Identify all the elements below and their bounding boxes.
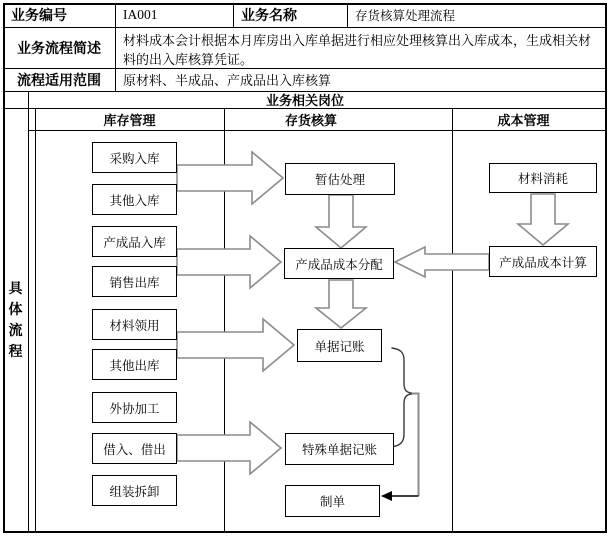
node-other-out: 其他出库 [92, 349, 177, 380]
lane-header-cost: 成本管理 [497, 113, 550, 129]
summary-label: 业务流程简述 [17, 40, 101, 57]
block-arrow-cost-calc-left [395, 247, 489, 277]
lane-header-inventory: 库存管理 [103, 113, 156, 129]
block-arrow-borrow-to-special-booking [177, 422, 281, 474]
block-arrow-inbound-to-provisional [177, 152, 283, 204]
node-special-booking: 特殊单据记账 [285, 433, 394, 465]
block-arrow-provisional-down [316, 195, 366, 248]
positions-header: 业务相关岗位 [265, 94, 344, 109]
brace-booking-group [392, 348, 414, 447]
process-column-label: 具体流程 [8, 280, 23, 360]
arrowhead-into-voucher [381, 491, 392, 501]
node-voucher: 制单 [285, 485, 380, 517]
block-arrow-cost-alloc-down [316, 280, 366, 328]
block-arrow-finished-to-cost-alloc [177, 236, 281, 288]
node-sales-out: 销售出库 [92, 266, 177, 297]
block-arrow-consume-down [518, 194, 568, 245]
business-no-label: 业务编号 [11, 8, 67, 24]
node-material-consume: 材料消耗 [489, 163, 597, 193]
node-borrow: 借入、借出 [92, 433, 177, 464]
node-finished-in: 产成品入库 [92, 226, 177, 257]
node-doc-booking: 单据记账 [297, 329, 382, 362]
node-cost-alloc: 产成品成本分配 [284, 248, 394, 279]
node-other-in: 其他入库 [92, 184, 177, 215]
business-name-label: 业务名称 [241, 8, 297, 24]
node-cost-calc: 产成品成本计算 [489, 246, 597, 277]
scope-value: 原材料、半成品、产成品出入库核算 [123, 74, 332, 89]
node-purchase-in: 采购入库 [92, 142, 177, 173]
business-no-value: IA001 [123, 7, 158, 22]
connector-brace-to-voucher [412, 394, 419, 497]
business-name-value: 存货核算处理流程 [355, 8, 456, 23]
summary-value: 材料成本会计根据本月库房出入库单据进行相应处理核算出入库成本，生成相关材料的出入库核算凭证。 [123, 34, 592, 68]
node-assembly: 组装拆卸 [92, 475, 177, 506]
scope-label: 流程适用范围 [17, 72, 101, 89]
lane-header-accounting: 存货核算 [284, 113, 337, 129]
node-material-req: 材料领用 [92, 309, 177, 340]
node-provisional: 暂估处理 [285, 163, 395, 195]
block-arrow-issue-to-doc-booking [177, 319, 294, 371]
node-outsource: 外协加工 [92, 392, 177, 423]
